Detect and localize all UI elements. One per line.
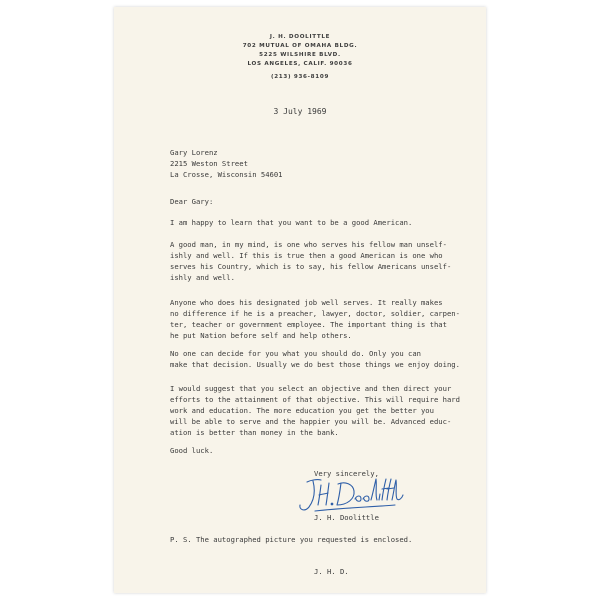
signer-initials: J. H. D. bbox=[314, 567, 349, 576]
letterhead-address-line: LOS ANGELES, CALIF. 90036 bbox=[247, 61, 353, 67]
paragraph-line: he put Nation before self and help others. bbox=[170, 331, 352, 340]
signer-name: J. H. Doolittle bbox=[314, 513, 379, 522]
recipient-address bbox=[170, 147, 470, 180]
good-luck: Good luck. bbox=[170, 446, 214, 455]
paragraph-line: will be able to serve and the happier you will be. Advanced educ- bbox=[170, 417, 452, 426]
paragraph-line: I would suggest that you select an objective and then direct your bbox=[170, 384, 452, 393]
paragraph-line: no difference if he is a preacher, lawyer, doctor, soldier, carpen- bbox=[170, 309, 460, 318]
letterhead-name: J. H. DOOLITTLE bbox=[269, 34, 331, 40]
paragraph-line: Anyone who does his designated job well serves. It really makes bbox=[170, 298, 443, 307]
paragraph-line: No one can decide for you what you should do. Only you can bbox=[170, 349, 421, 358]
paragraph-line: efforts to the attainment of that objective. This will require hard bbox=[170, 395, 460, 404]
letterhead-address-line: 5225 WILSHIRE BLVD. bbox=[259, 52, 341, 58]
paragraph-3 bbox=[170, 297, 470, 341]
paragraph-line: ishly and well. bbox=[170, 273, 235, 282]
paragraph-1 bbox=[170, 217, 470, 228]
recipient-street: 2215 Weston Street bbox=[170, 159, 248, 168]
handwritten-signature bbox=[291, 467, 409, 515]
recipient-city: La Crosse, Wisconsin 54601 bbox=[170, 170, 283, 179]
postscript: P. S. The autographed picture you requested is enclosed. bbox=[170, 535, 413, 544]
paragraph-4 bbox=[170, 348, 470, 370]
paragraph-line: make that decision. Usually we do best those things we enjoy doing. bbox=[170, 360, 460, 369]
letter-date: 3 July 1969 bbox=[273, 107, 327, 116]
paragraph-line: I am happy to learn that you want to be a good American. bbox=[170, 218, 413, 227]
paragraph-line: ation is better than money in the bank. bbox=[170, 428, 339, 437]
paragraph-line: work and education. The more education you get the better you bbox=[170, 406, 434, 415]
letterhead-address-line: 702 MUTUAL OF OMAHA BLDG. bbox=[242, 43, 358, 49]
letterhead-phone: (213) 936-8109 bbox=[270, 74, 330, 80]
paragraph-2 bbox=[170, 239, 470, 283]
salutation: Dear Gary: bbox=[170, 197, 214, 206]
closing: Very sincerely, bbox=[314, 469, 379, 478]
paragraph-line: A good man, in my mind, is one who serves his fellow man unself- bbox=[170, 240, 447, 249]
letter-paper bbox=[114, 7, 486, 593]
paragraph-line: ishly and well. If this is true then a good American is one who bbox=[170, 251, 443, 260]
paragraph-line: serves his Country, which is to say, his fellow Americans unself- bbox=[170, 262, 452, 271]
paragraph-5 bbox=[170, 383, 470, 438]
recipient-name: Gary Lorenz bbox=[170, 148, 218, 157]
letterhead bbox=[114, 33, 486, 82]
paragraph-line: ter, teacher or government employee. The important thing is that bbox=[170, 320, 447, 329]
